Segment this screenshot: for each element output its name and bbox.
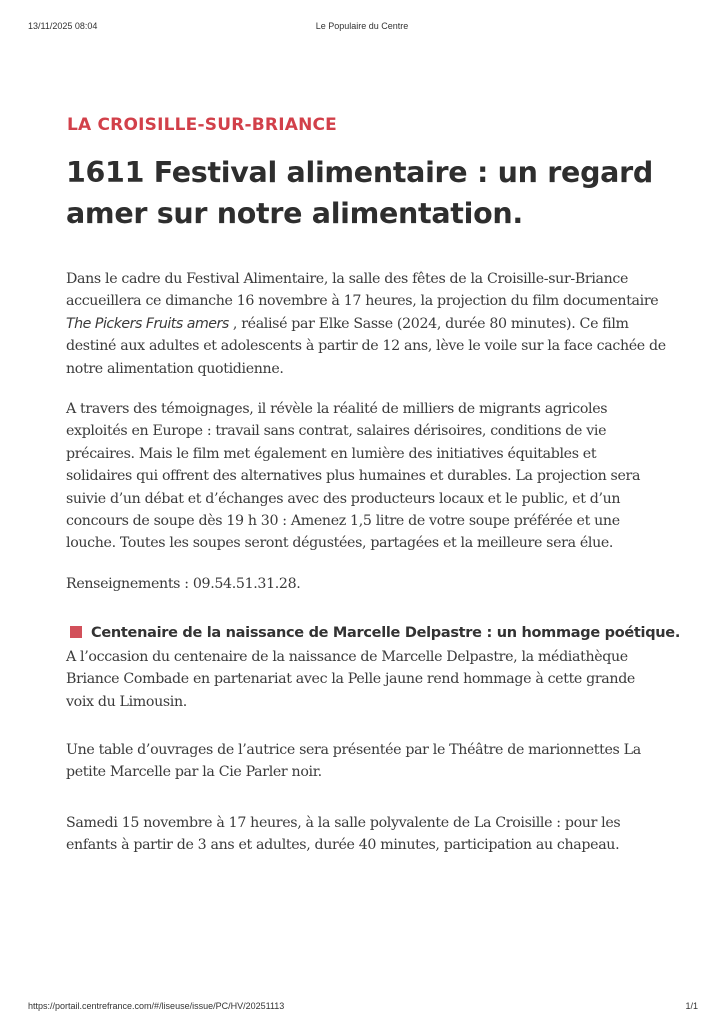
- text-line: enfants à partir de 3 ans et adultes, durée 40 minutes, participation au chapeau.: [66, 837, 620, 854]
- section-paragraph-3: [66, 812, 620, 857]
- text-line: concours de soupe dès 19 h 30 : Amenez 1,5 litre de votre soupe préférée et une: [66, 513, 620, 530]
- text-line: exploités en Europe : travail sans contrat, salaires dérisoires, conditions de vie: [66, 423, 607, 440]
- section-paragraph-2: [66, 739, 641, 784]
- text-line: Samedi 15 novembre à 17 heures, à la salle polyvalente de La Croisille : pour les: [66, 815, 621, 831]
- text-line: destiné aux adultes et adolescents à partir de 12 ans, lève le voile sur la face cachée de: [66, 338, 666, 355]
- text-line: louche. Toutes les soupes seront dégustées, partagées et la meilleure sera élue.: [66, 535, 614, 552]
- text-line: accueillera ce dimanche 16 novembre à 17 heures, la projection du film documentaire: [66, 293, 659, 310]
- text-line: suivie d’un débat et d’échanges avec des producteurs locaux et le public, et d’un: [66, 490, 621, 507]
- print-site-title: Le Populaire du Centre: [315, 21, 409, 31]
- text-line: précaires. Mais le film met également en lumière des initiatives équitables et: [66, 445, 597, 462]
- subheading-text: Centenaire de la naissance de Marcelle Delpastre : un hommage poétique.: [91, 625, 681, 641]
- text-line: Briance Combade en partenariat avec la Pelle jaune rend hommage à cette grande: [66, 671, 635, 688]
- text-line: [66, 313, 666, 335]
- headline-line: amer sur notre alimentation.: [66, 197, 523, 230]
- text-line: Dans le cadre du Festival Alimentaire, la salle des fêtes de la Croisille-sur-Briance: [66, 271, 629, 287]
- headline-line: 1611 Festival alimentaire : un regard: [66, 156, 653, 189]
- text-line: voix du Limousin.: [66, 693, 187, 710]
- article-paragraph-2: [66, 398, 640, 555]
- article-paragraph-1: [66, 268, 666, 380]
- text-line: A l’occasion du centenaire de la naissance de Marcelle Delpastre, la médiathèque: [66, 649, 628, 665]
- text-line: notre alimentation quotidienne.: [66, 360, 284, 377]
- text-line: Une table d’ouvrages de l’autrice sera présentée par le Théâtre de marionnettes La: [66, 742, 641, 758]
- text-line-rest: , réalisé par Elke Sasse (2024, durée 80 minutes). Ce film: [228, 315, 629, 332]
- print-page-number: 1/1: [685, 1001, 698, 1011]
- text-line: solidaires qui offrent des alternatives plus humaines et durables. La projection sera: [66, 468, 641, 485]
- article-kicker: LA CROISILLE-SUR-BRIANCE: [67, 115, 337, 135]
- print-url: https://portail.centrefrance.com/#/liseuse/issue/PC/HV/20251113: [28, 1001, 285, 1011]
- film-title: The Pickers Fruits amers: [66, 315, 229, 332]
- text-line: Renseignements : 09.54.51.31.28.: [66, 576, 301, 592]
- print-datetime: 13/11/2025 08:04: [28, 21, 98, 31]
- text-line: petite Marcelle par la Cie Parler noir.: [66, 764, 322, 781]
- article-headline: [66, 152, 653, 234]
- section-paragraph-1: [66, 646, 635, 713]
- text-line: A travers des témoignages, il révèle la réalité de milliers de migrants agricoles: [66, 401, 608, 417]
- article-contact: [66, 573, 300, 595]
- section-subheading: [70, 625, 680, 641]
- red-square-icon: [70, 626, 82, 638]
